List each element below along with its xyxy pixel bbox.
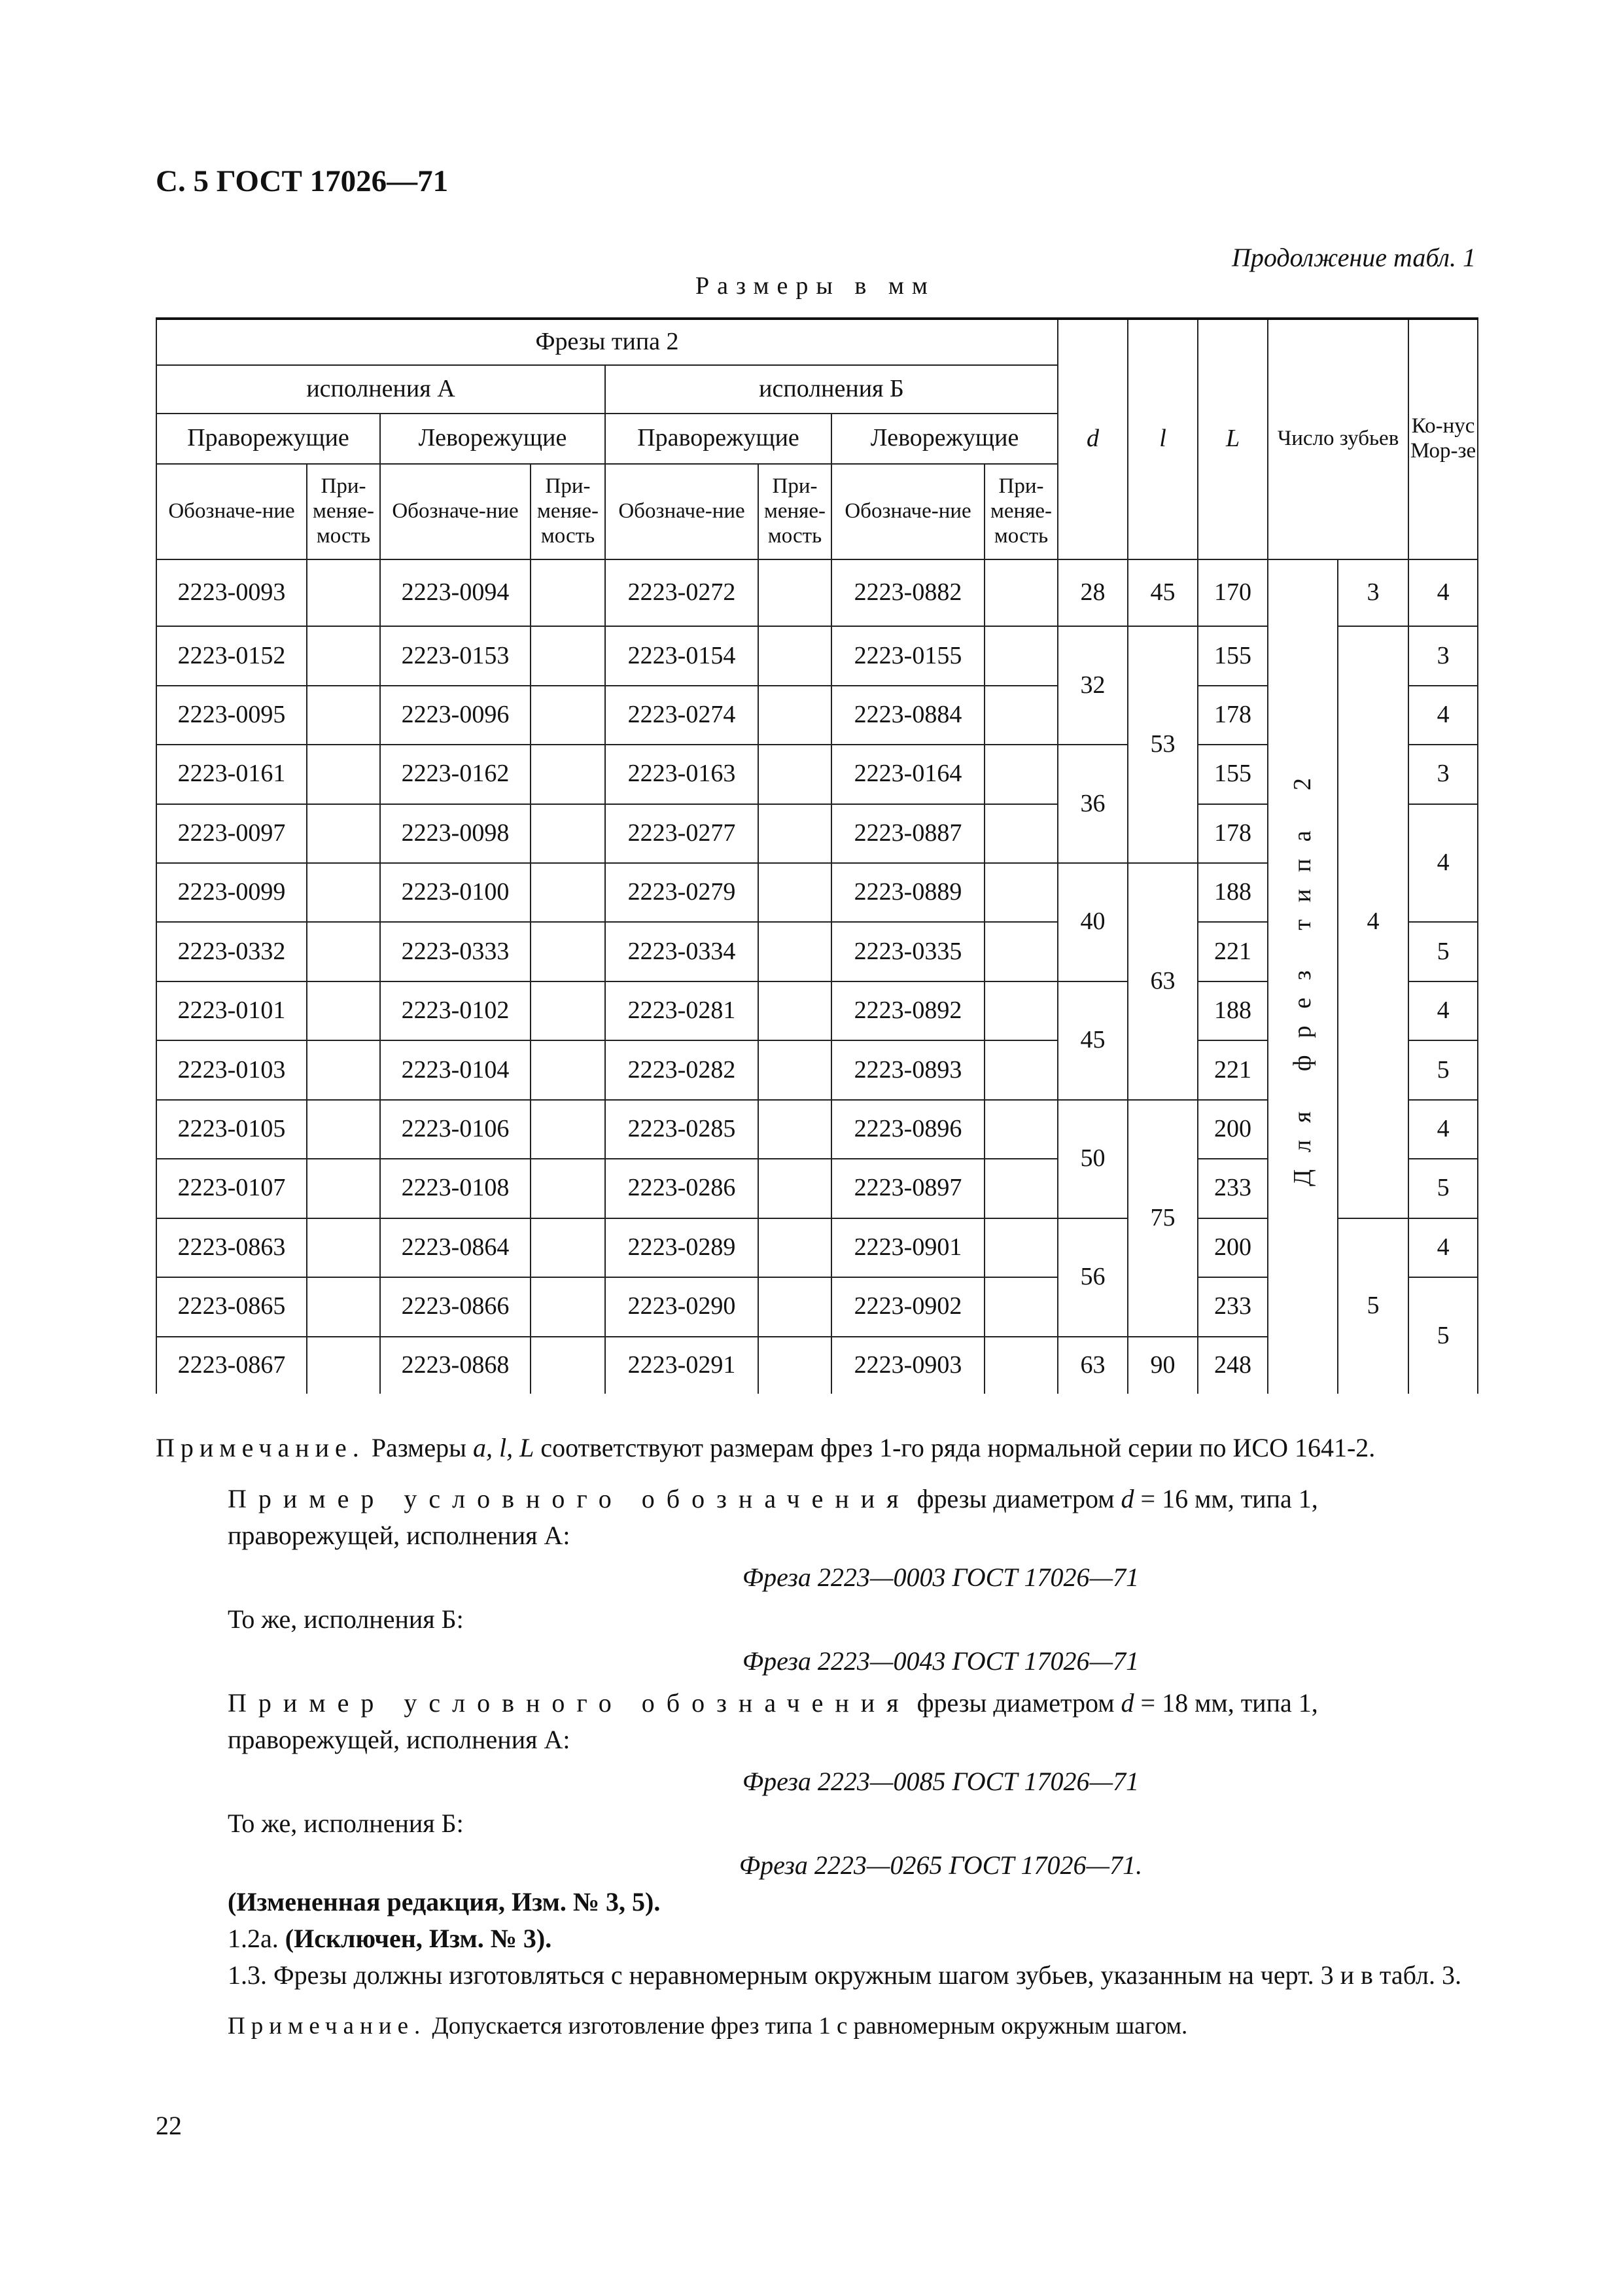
cell-a-left: 2223-0104 [380,1040,531,1099]
example-text: = 18 мм, типа 1, праворежущей, исполнения А: [228,1688,1318,1754]
cell-applicability [307,559,380,626]
cell-applicability [985,981,1058,1040]
header-exec-b: исполнения Б [605,365,1058,413]
cell-a-right: 2223-0097 [156,804,307,863]
cell-morse: 4 [1408,981,1478,1040]
cell-a-left: 2223-0868 [380,1337,531,1394]
cell-L: 233 [1198,1277,1268,1336]
cell-applicability [985,1159,1058,1218]
cell-l: 63 [1128,863,1198,1100]
header-applicability: При-меняе-мость [531,464,605,559]
cell-a-right: 2223-0332 [156,922,307,981]
body-text [156,1430,1477,2045]
cell-teeth: 4 [1338,626,1408,1218]
header-designation: Обозначе-ние [605,464,758,559]
d-variable: d [1121,1688,1134,1718]
cell-d: 56 [1058,1218,1128,1337]
same-exec-b-2: То же, исполнения Б: [228,1809,464,1838]
cell-applicability [758,626,831,685]
note-1 [156,1430,1477,1466]
cell-b-right: 2223-0291 [605,1337,758,1394]
cell-applicability [758,804,831,863]
cell-L: 221 [1198,1040,1268,1099]
cell-applicability [307,686,380,745]
cell-b-right: 2223-0277 [605,804,758,863]
cell-b-left: 2223-0887 [831,804,985,863]
cell-applicability [985,745,1058,804]
cell-applicability [985,1040,1058,1099]
cell-a-right: 2223-0865 [156,1277,307,1336]
note-text: Размеры [364,1433,473,1462]
cell-b-right: 2223-0272 [605,559,758,626]
cell-a-left: 2223-0866 [380,1277,531,1336]
cell-applicability [985,559,1058,626]
cell-applicability [758,686,831,745]
note-label: Примечание. [156,1433,365,1462]
cell-b-right: 2223-0289 [605,1218,758,1277]
note-label: Примечание. [228,2013,427,2040]
cell-applicability [758,1100,831,1159]
cell-a-left: 2223-0333 [380,922,531,981]
cell-d: 50 [1058,1100,1128,1218]
example-code-2: Фреза 2223—0043 ГОСТ 17026—71 [742,1646,1140,1676]
cell-b-right: 2223-0290 [605,1277,758,1336]
cell-morse: 3 [1408,626,1478,685]
cell-applicability [758,1277,831,1336]
page-header: С. 5 ГОСТ 17026—71 [156,164,449,198]
cell-applicability [531,863,605,922]
cell-L: 188 [1198,981,1268,1040]
cell-morse: 4 [1408,559,1478,626]
cell-applicability [531,686,605,745]
cell-a-left: 2223-0096 [380,686,531,745]
cell-l: 75 [1128,1100,1198,1337]
paragraph-number: 1.2а. [228,1924,285,1953]
cell-applicability [531,1100,605,1159]
cell-b-right: 2223-0163 [605,745,758,804]
cell-b-left: 2223-0901 [831,1218,985,1277]
cell-b-right: 2223-0286 [605,1159,758,1218]
cell-a-left: 2223-0102 [380,981,531,1040]
note-2 [156,2008,1477,2045]
cell-b-left: 2223-0335 [831,922,985,981]
cell-applicability [985,1337,1058,1394]
cell-L: 155 [1198,626,1268,685]
cell-a-left: 2223-0100 [380,863,531,922]
cell-b-left: 2223-0897 [831,1159,985,1218]
header-applicability: При-меняе-мость [985,464,1058,559]
cell-applicability [531,1159,605,1218]
example-text: = 16 мм, типа 1, праворежущей, исполнения А: [228,1484,1318,1550]
cell-applicability [985,804,1058,863]
excluded-note: (Исключен, Изм. № 3). [285,1924,552,1953]
header-morse: Ко-нус Мор-зе [1408,319,1478,559]
cell-applicability [307,626,380,685]
cell-L: 178 [1198,686,1268,745]
cell-a-left: 2223-0864 [380,1218,531,1277]
cell-applicability [985,863,1058,922]
cell-b-left: 2223-0164 [831,745,985,804]
cell-applicability [985,626,1058,685]
note-vars: a, l, L [473,1433,534,1462]
cell-applicability [307,804,380,863]
cell-b-right: 2223-0281 [605,981,758,1040]
cell-b-left: 2223-0889 [831,863,985,922]
cell-applicability [758,559,831,626]
same-exec-b-1: То же, исполнения Б: [228,1604,464,1634]
cell-b-left: 2223-0882 [831,559,985,626]
header-l: l [1128,319,1198,559]
cell-applicability [531,1337,605,1394]
cell-L: 200 [1198,1100,1268,1159]
header-L: L [1198,319,1268,559]
cell-teeth: 5 [1338,1218,1408,1394]
example-text: фрезы диаметром [910,1484,1121,1513]
cell-applicability [531,922,605,981]
cell-morse: 4 [1408,686,1478,745]
cell-applicability [307,1100,380,1159]
cell-a-right: 2223-0095 [156,686,307,745]
cell-applicability [758,863,831,922]
group-title-cell: Фрезы типа 2 [156,319,1058,365]
cell-applicability [307,1159,380,1218]
cell-applicability [758,745,831,804]
cell-applicability [985,1277,1058,1336]
cell-L: 248 [1198,1337,1268,1394]
cell-a-left: 2223-0098 [380,804,531,863]
cell-L: 200 [1198,1218,1268,1277]
cell-a-right: 2223-0161 [156,745,307,804]
example-code-1: Фреза 2223—0003 ГОСТ 17026—71 [742,1563,1140,1592]
cell-L: 170 [1198,559,1268,626]
cell-b-right: 2223-0154 [605,626,758,685]
cell-applicability [307,1277,380,1336]
cell-b-left: 2223-0892 [831,981,985,1040]
example-code-3: Фреза 2223—0085 ГОСТ 17026—71 [742,1767,1140,1796]
page-number: 22 [156,2111,182,2140]
paragraph-1-3: 1.3. Фрезы должны изготовляться с неравномерным окружным шагом зубьев, указанным на черт. 3 и в табл. 3. [228,1960,1461,1990]
note-text: Допускается изготовление фрез типа 1 с равномерным окружным шагом. [426,2013,1188,2040]
cell-morse: 5 [1408,922,1478,981]
cell-morse: 5 [1408,1277,1478,1394]
table-continuation: Продолжение табл. 1 [1231,243,1476,272]
cell-applicability [758,922,831,981]
table-row [156,559,1478,626]
cutters-table [156,317,1478,1394]
cell-a-right: 2223-0093 [156,559,307,626]
cell-a-right: 2223-0867 [156,1337,307,1394]
cell-applicability [758,1159,831,1218]
header-exec-a: исполнения А [156,365,605,413]
header-teeth: Число зубьев [1268,319,1408,559]
cell-L: 188 [1198,863,1268,922]
header-a-left: Леворежущие [380,414,605,464]
cell-morse: 4 [1408,804,1478,923]
header-a-right: Праворежущие [156,414,380,464]
cell-L: 221 [1198,922,1268,981]
cell-applicability [307,1040,380,1099]
cell-b-left: 2223-0902 [831,1277,985,1336]
cell-a-right: 2223-0105 [156,1100,307,1159]
cell-a-left: 2223-0094 [380,559,531,626]
cell-applicability [307,1218,380,1277]
cell-d: 36 [1058,745,1128,863]
cell-applicability [985,1218,1058,1277]
cell-applicability [307,981,380,1040]
cell-b-left: 2223-0893 [831,1040,985,1099]
cell-l: 53 [1128,626,1198,863]
example-2 [156,1685,1477,1758]
cell-d: 32 [1058,626,1128,745]
cell-morse: 4 [1408,1100,1478,1159]
cell-L: 233 [1198,1159,1268,1218]
cell-a-right: 2223-0152 [156,626,307,685]
cell-b-right: 2223-0274 [605,686,758,745]
cell-applicability [758,1337,831,1394]
cell-applicability [307,863,380,922]
example-label: Пример условного обозначения [228,1688,911,1718]
cell-l: 90 [1128,1337,1198,1394]
cell-morse: 4 [1408,1218,1478,1277]
cell-d: 45 [1058,981,1128,1100]
cell-morse: 3 [1408,745,1478,804]
units-caption: Размеры в мм [695,272,935,300]
cell-applicability [307,745,380,804]
header-designation: Обозначе-ние [156,464,307,559]
cell-b-right: 2223-0279 [605,863,758,922]
cell-l: 45 [1128,559,1198,626]
vertical-note-cell [1268,559,1338,1394]
cell-applicability [985,1100,1058,1159]
cell-applicability [531,981,605,1040]
cell-a-right: 2223-0101 [156,981,307,1040]
cell-applicability [758,981,831,1040]
example-text: фрезы диаметром [910,1688,1121,1718]
cell-applicability [758,1040,831,1099]
cell-b-right: 2223-0334 [605,922,758,981]
cell-applicability [531,1218,605,1277]
cell-applicability [531,1277,605,1336]
cell-L: 178 [1198,804,1268,863]
cell-applicability [531,559,605,626]
cell-b-left: 2223-0155 [831,626,985,685]
header-d: d [1058,319,1128,559]
header-designation: Обозначе-ние [380,464,531,559]
cell-a-right: 2223-0107 [156,1159,307,1218]
header-b-left: Леворежущие [831,414,1058,464]
cell-applicability [307,922,380,981]
cell-d: 40 [1058,863,1128,981]
cell-d: 28 [1058,559,1128,626]
header-applicability: При-меняе-мость [758,464,831,559]
cell-applicability [531,745,605,804]
cell-b-right: 2223-0282 [605,1040,758,1099]
amended-note: (Измененная редакция, Изм. № 3, 5). [228,1887,661,1916]
cell-a-right: 2223-0099 [156,863,307,922]
cell-b-left: 2223-0884 [831,686,985,745]
cell-applicability [985,686,1058,745]
cell-applicability [758,1218,831,1277]
paragraph-1-2a [156,1920,1477,1957]
cell-applicability [307,1337,380,1394]
note-text: соответствуют размерам фрез 1-го ряда нормальной серии по ИСО 1641-2. [534,1433,1376,1462]
cell-morse: 5 [1408,1040,1478,1099]
cell-a-left: 2223-0153 [380,626,531,685]
header-b-right: Праворежущие [605,414,831,464]
cell-a-left: 2223-0106 [380,1100,531,1159]
cell-d: 63 [1058,1337,1128,1394]
cell-L: 155 [1198,745,1268,804]
header-applicability: При-меняе-мость [307,464,380,559]
d-variable: d [1121,1484,1134,1513]
cell-a-right: 2223-0863 [156,1218,307,1277]
cell-b-right: 2223-0285 [605,1100,758,1159]
cell-a-left: 2223-0162 [380,745,531,804]
cell-b-left: 2223-0903 [831,1337,985,1394]
cell-teeth: 3 [1338,559,1408,626]
vertical-note: Для фрез типа 2 [1288,761,1316,1187]
example-1 [156,1481,1477,1554]
header-designation: Обозначе-ние [831,464,985,559]
cell-applicability [531,1040,605,1099]
example-code-4: Фреза 2223—0265 ГОСТ 17026—71. [739,1850,1143,1880]
cell-applicability [985,922,1058,981]
example-label: Пример условного обозначения [228,1484,911,1513]
cell-a-right: 2223-0103 [156,1040,307,1099]
cell-applicability [531,626,605,685]
cell-b-left: 2223-0896 [831,1100,985,1159]
cell-morse: 5 [1408,1159,1478,1218]
cell-applicability [531,804,605,863]
cell-a-left: 2223-0108 [380,1159,531,1218]
